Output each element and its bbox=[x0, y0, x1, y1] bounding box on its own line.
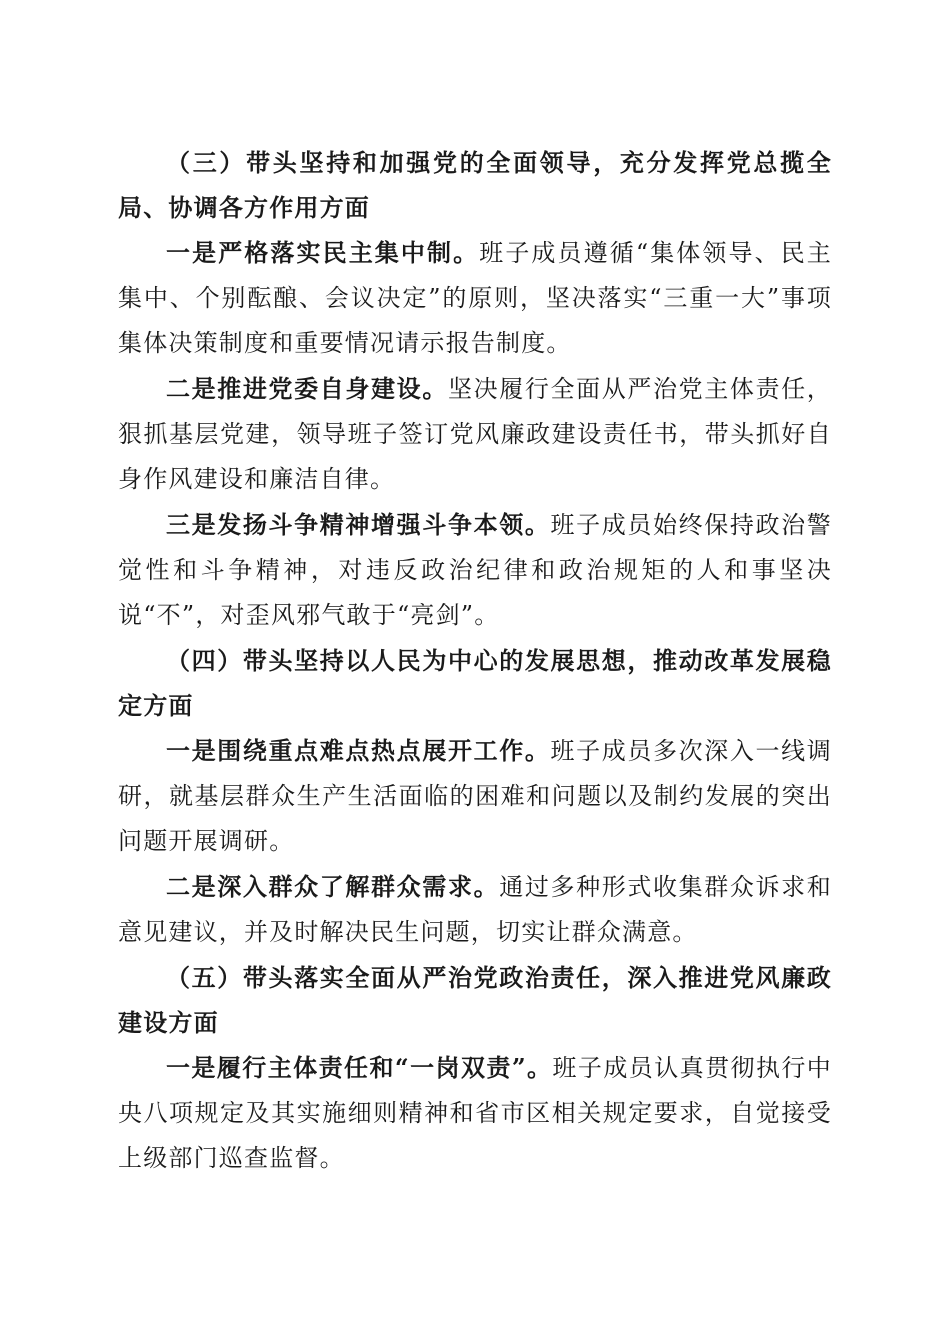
paragraph-text: 班子成员多次深入一线调研，就基层群众生产生活面临的困难和问题以及制约发展的突出问题开展调研。 bbox=[118, 737, 833, 855]
paragraph bbox=[118, 502, 832, 638]
paragraph-text: 班子成员认真贯彻执行中央八项规定及其实施细则精神和省市区相关规定要求，自觉接受上级部门巡查监督。 bbox=[118, 1054, 833, 1172]
paragraph-text: 班子成员始终保持政治警觉性和斗争精神，对违反政治纪律和政治规矩的人和事坚决说“不”，对歪风邪气敢于“亮剑”。 bbox=[118, 511, 833, 629]
document-page bbox=[118, 140, 832, 1181]
paragraph-lead: 三是发扬斗争精神增强斗争本领。 bbox=[166, 510, 551, 539]
paragraph bbox=[118, 366, 832, 502]
section-heading-5: （五）带头落实全面从严治党政治责任，深入推进党风廉政建设方面 bbox=[118, 963, 832, 1037]
paragraph-lead: 一是围绕重点难点热点展开工作。 bbox=[166, 736, 551, 765]
paragraph-lead: 二是推进党委自身建设。 bbox=[166, 374, 448, 403]
paragraph-text: 通过多种形式收集群众诉求和意见建议，并及时解决民生问题，切实让群众满意。 bbox=[118, 873, 832, 946]
paragraph bbox=[118, 230, 832, 366]
paragraph-lead: 二是深入群众了解群众需求。 bbox=[166, 872, 500, 901]
paragraph-text: 坚决履行全面从严治党主体责任，狠抓基层党建，领导班子签订党风廉政建设责任书，带头抓好自身作风建设和廉洁自律。 bbox=[118, 375, 832, 493]
section-heading-3: （三）带头坚持和加强党的全面领导，充分发挥党总揽全局、协调各方作用方面 bbox=[118, 148, 832, 222]
paragraph bbox=[118, 1045, 832, 1181]
section-heading-4: （四）带头坚持以人民为中心的发展思想，推动改革发展稳定方面 bbox=[118, 646, 832, 720]
paragraph-lead: 一是严格落实民主集中制。 bbox=[166, 238, 480, 267]
paragraph-text: 班子成员遵循“集体领导、民主集中、个别酝酿、会议决定”的原则，坚决落实“三重一大”事项集体决策制度和重要情况请示报告制度。 bbox=[118, 239, 832, 357]
paragraph bbox=[118, 728, 832, 864]
paragraph-lead: 一是履行主体责任和“一岗双责”。 bbox=[166, 1053, 553, 1082]
paragraph bbox=[118, 864, 832, 955]
